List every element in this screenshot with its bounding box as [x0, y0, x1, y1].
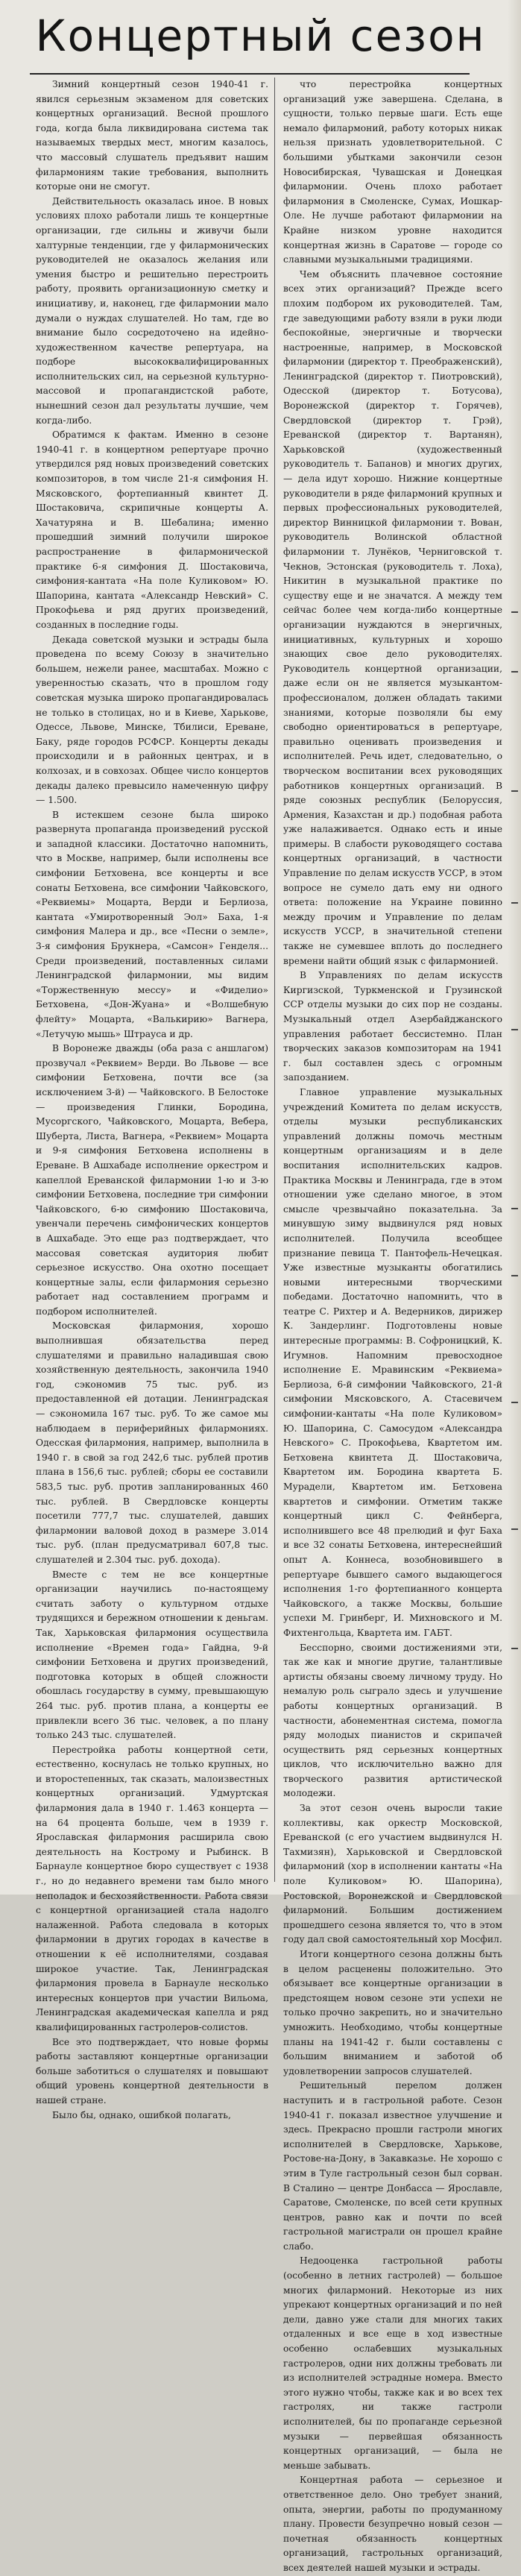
article-paragraph: Решительный перелом должен наступить и в гастрольной работе. Сезон 1940-41 г. показал известное улучшение и здесь. Прекрасно прошли гастроли многих исполнителей в Свердловске, Харькове, Ростове-на-Дону, в Закавказье. Не хорошо с этим в Туле гастрольный сезон был сорван. В Сталино — центре Донбасса — Ярославле, Саратове, Смоленске, по всей сети крупных центров, равно как и почти по всей гастрольной магистрали он прошел крайне слабо.: [283, 2080, 502, 2252]
article-paragraph: Все это подтверждает, что новые формы работы заставляют концертные организации больше заботиться о слушателях и повышают общий уровень концертной деятельности в нашей стране.: [36, 2036, 268, 2106]
article-paragraph: Действительность оказалась иное. В новых условиях плохо работали лишь те концертные организации, где сильны и живучи были халтурные тенденции, где у филармонических руководителей не оказалось желания или умения быстро и решительно перестроить работу, проявить организационную сметку и инициативу, и, наконец, где филармонии мало думали о нуждах слушателей. Но там, где во внимание было сосредоточено на идейно-художественном качестве репертуара, на подборе высококвалифицированных исполнительских сил, на серьезной культурно-массовой и пропагандистской работе, нынешний сезон дал результаты лучшие, чем когда-либо.: [36, 195, 268, 426]
article-paragraph: Чем объяснить плачевное состояние всех этих организаций? Прежде всего плохим подбором их руководителей. Там, где заведующими работу взяли в руки люди беспокойные, энергичные и творчески настроенные, например, в Московской филармонии (директор т. Преображенский), Ленинградской (директор т. Пиотровский), Одесской (директор т. Ботусова), Воронежской (директор т. Горячев), Свердловской (директор т. Грэй), Ереванской (директор т. Вартанян), Харьковской (художественный руководитель т. Бапанов) и многих других, — дела идут хорошо. Нижние концертные руководители в ряде филармоний крупных и первых профессиональных руководителей, директор Винницкой филармонии т. Вован, руководитель Волинской областной филармонии т. Лунёков, Черниговской т. Чекнов, Эстонская (руководитель т. Лоха), Никитин в музыкальной практике по существу еще и не значатся. А между тем сейчас более чем когда-либо концертные организации нуждаются в энергичных, инициативных, культурных и хорошо знающих свое дело руководителях. Руководитель концертной организации, даже если он не является музыкантом-профессионалом, должен обладать такими знаниями, которые позволяли бы ему свободно ориентироваться в репертуаре, правильно оценивать произведения и исполнителей. Речь идет, следовательно, о творческом воспитании всех руководящих работников концертных организаций. В ряде союзных республик (Белоруссия, Армения, Казахстан и др.) подобная работа уже налаживается. Однако есть и иные примеры. В слабости руководящего состава концертных организаций, в частности Управление по делам искусств УССР, в этом вопросе не сумело дать ему ни одного ответа: положение на Украине повинно между прочим и Управление по делам искусств УССР, в значительной степени также не сумевшее вплоть до последнего времени найти общий язык с филармонией.: [283, 268, 502, 966]
article-paragraph: Зимний концертный сезон 1940-41 г. явился серьезным экзаменом для советских концертных организаций. Весной прошлого года, когда была ликвидирована система так называемых твердых мест, многим казалось, что массовый слушатель предъявит нашим филармониям такие требования, выполнить которые они не смогут.: [36, 79, 268, 192]
article-paragraph: В Управлениях по делам искусств Киргизской, Туркменской и Грузинской ССР отделы музыки до сих пор не созданы. Музыкальный отдел Азербайджанского управления работает бессистемно. План творческих заказов композиторам на 1941 г. был составлен здесь с огромным запозданием.: [283, 970, 502, 1083]
article-paragraph: Декада советской музыки и эстрады была проведена по всему Союзу в значительно большем, нежели ранее, масштабах. Можно с уверенностью сказать, что в прошлом году советская музыка широко пропагандировалась не только в столицах, но и в Киеве, Харькове, Одессе, Львове, Минске, Тбилиси, Ереване, Баку, ряде городов РСФСР. Концерты декады происходили и в районных центрах, и в колхозах, и в совхозах. Общее число концертов декады далеко превысило намеченную цифру — 1.500.: [36, 634, 268, 806]
article-paragraph: Итоги концертного сезона должны быть в целом расценены положительно. Это обязывает все концертные организации в предстоящем новом сезоне эти успехи не только прочно закрепить, но и значительно умножить. Необходимо, чтобы концертные планы на 1941-42 г. были составлены с большим вниманием и заботой об удовлетворении запросов слушателей.: [283, 1949, 502, 2076]
article-column-right: [283, 78, 502, 2573]
article-title: Концертный сезон: [35, 10, 486, 61]
adjacent-page-edge: [508, 0, 521, 1895]
article-paragraph: Вместе с тем не все концертные организации научились по-настоящему считать заботу о культурном отдыхе трудящихся и бережном отношении к деньгам. Так, Харьковская филармония осуществила исполнение «Времен года» Гайдна, 9-й симфонии Бетховена и других произведений, подготовка которых в общей сложности обошлась государству в сумму, превышающую 264 тыс. руб. против плана, а концерты ее привлекли всего 36 тыс. человек, а по плану только 243 тыс. слушателей.: [36, 1569, 268, 1741]
article-paragraph: Обратимся к фактам. Именно в сезоне 1940-41 г. в концертном репертуаре прочно утвердился ряд новых произведений советских композиторов, в том числе 21-я симфония Н. Мясковского, фортепианный квинтет Д. Шостаковича, скрипичные концерты А. Хачатуряна и В. Шебалина; именно прошедший зимний получили широкое распространение в филармонической практике 6-я симфония Д. Шостаковича, симфония-кантата «На поле Куликовом» Ю. Шапорина, кантата «Александр Невский» С. Прокофьева и ряд других произведений, созданных в последние годы.: [36, 429, 268, 630]
article-paragraph: Московская филармония, хорошо выполнившая обязательства перед слушателями и правильно наладившая свою хозяйственную деятельность, закончила 1940 год, сэкономив 75 тыс. руб. из предоставленной ей дотации. Ленинградская — сэкономила 167 тыс. руб. То же самое мы наблюдаем в периферийных филармониях. Одесская филармония, например, выполнила в 1940 г. в свой за год 242,6 тыс. рублей против плана в 156,6 тыс. рублей; сборы ее составили 583,5 тыс. руб. против запланированных 460 тыс. рублей. В Свердловске концерты посетили 777,7 тыс. слушателей, давших филармонии валовой доход в размере 3.014 тыс. руб. (план предусматривал 607,8 тыс. слушателей и 2.304 тыс. руб. дохода).: [36, 1320, 268, 1565]
article-paragraph: что перестройка концертных организаций уже завершена. Сделана, в сущности, только первые шаги. Есть еще немало филармоний, работу которых никак нельзя признать удовлетворительной. С большими убытками закончили сезон Новосибирская, Чувашская и Донецкая филармонии. Очень плохо работает филармония в Смоленске, Сумах, Иошкар-Оле. Не лучше работают филармонии на Крайне низком уровне находится концертная жизнь в Саратове — городе со славными музыкальными традициями.: [283, 79, 502, 265]
column-divider: [274, 78, 275, 1882]
article-paragraph: В Воронеже дважды (оба раза с аншлагом) прозвучал «Реквием» Верди. Во Львове — все симфонии Бетховена, почти все (за исключением 3-й) — Чайковского. В Белостоке — произведения Глинки, Бородина, Мусоргского, Чайковского, Моцарта, Вебера, Шуберта, Листа, Вагнера, «Реквием» Моцарта и 9-я симфония Бетховена исполнены в Ереване. В Ашхабаде исполнение оркестром и капеллой Ереванской филармонии 1-ю и 3-ю симфонии Бетховена, последние три симфонии Чайковского, 6-ю симфонию Шостаковича, увенчали перечень симфонических концертов в Ашхабаде. Это еще раз подтверждает, что массовая советская аудитория любит серьезное искусство. Она охотно посещает концертные залы, если филармония серьезно работает над составлением программ и подбором исполнителей.: [36, 1043, 268, 1317]
article-column-left: [36, 78, 268, 2120]
article-paragraph: Концертная работа — серьезное и ответственное дело. Оно требует знаний, опыта, энергии, работы по продуманному плану. Провести безупречно новый сезон — почетная обязанность концертных организаций, гастрольных организаций, всех деятелей нашей музыки и эстрады.: [283, 2475, 502, 2573]
article-paragraph: Недооценка гастрольной работы (особенно в летних гастролей) — большое многих филармоний. Некоторые из них упрекают концертных организаций и по ней дели, давно уже стали для многих таких отдаленных и все еще в ход известные особенно ослабевших музыкальных гастролеров, одни них должны требовать ли из исполнителей эстрадные номера. Вместо этого нужно чтобы, также как и во всех тех гастролях, ни также гастроли исполнителей, бы по пропаганде серьезной музыки — первейшая обязанность концертных организаций, — была не меньше забывать.: [283, 2255, 502, 2471]
article-paragraph: В истекшем сезоне была широко развернута пропаганда произведений русской и западной классики. Достаточно напомнить, что в Москве, например, были исполнены все симфонии Бетховена, все концерты и все сонаты Бетховена, все симфонии Чайковского, «Реквиемы» Моцарта, Верди и Берлиоза, кантата «Умиротворенный Эол» Баха, 1-я симфония Малера и др., все «Песни о земле», 3-я симфония Брукнера, «Самсон» Генделя... Среди произведений, поставленных силами Ленинградской филармонии, мы видим «Торжественную мессу» и «Фиделио» Бетховена, «Дон-Жуана» и «Волшебную флейту» Моцарта, «Валькирию» Вагнера, «Летучую мышь» Штрауса и др.: [36, 809, 268, 1039]
title-rule: [30, 73, 470, 75]
article-paragraph: Было бы, однако, ошибкой полагать,: [52, 2109, 231, 2120]
article-paragraph: За этот сезон очень выросли такие коллективы, как оркестр Московской, Ереванской (с его участием выдвинулся Н. Тахмизян), Харьковской и Свердловской филармоний (хор в исполнении кантаты «На поле Куликовом» Ю. Шапорина), Ростовской, Воронежской и Свердловской филармоний. Большим достижением прошедшего сезона является то, что в этом году дал свой самостоятельный хор Мосфил.: [283, 1803, 502, 1945]
article-paragraph: Бесспорно, своими достижениями эти, так же как и многие другие, талантливые артисты обязаны своему личному труду. Но немалую роль сыграло здесь и улучшение работы концертных организаций. В частности, абонементная система, помогла ряду молодых пианистов и скрипачей осуществить ряд серьезных концертных циклов, что исключительно важно для творческого развития артистической молодежи.: [283, 1642, 502, 1799]
article-paragraph: Перестройка работы концертной сети, естественно, коснулась не только крупных, но и второстепенных, так сказать, малоизвестных концертных организаций. Удмуртская филармония дала в 1940 г. 1.463 концерта — на 64 процента больше, чем в 1939 г. Ярославская филармония расширила свою деятельность на Кострому и Рыбинск. В Барнауле концертное бюро существует с 1938 г., но до недавнего времени там было много неполадок и бесхозяйственности. Работа связи с концертной организацией стала надолго налаженной. Работа следовала в которых филармонии в других городах в качестве в отношении к её исполнителями, создавая широкое участие. Так, Ленинградская филармония провела в Барнауле несколько интересных концертов при участии Вильома, Ленинградская академическая капелла и ряд квалифицированных гастролеров-солистов.: [36, 1744, 268, 2032]
article-paragraph: Главное управление музыкальных учреждений Комитета по делам искусств, отделы музыки республиканских управлений должны помочь местным концертным организациям и в деле воспитания исполнительских кадров. Практика Москвы и Ленинграда, где в этом отношении уже сделано многое, в этом смысле чрезвычайно показательна. За минувшую зиму выдвинулся ряд новых исполнителей. Получила всеобщее признание певица Т. Пантофель-Нечецкая. Уже известные музыканты обогатились новыми интересными творческими победами. Достаточно напомнить, что в театре С. Рихтер и А. Ведерников, дирижер К. Зандерлинг. Подготовлены новые интересные программы: В. Софроницкий, К. Игумнов. Напомним превосходное исполнение Е. Мравинским «Реквиема» Берлиоза, 6-й симфонии Чайковского, 21-й симфонии Мясковского, А. Стасевичем симфонии-кантаты «На поле Куликовом» Ю. Шапорина, С. Самосудом «Александра Невского» С. Прокофьева, Квартетом им. Бетховена квинтета Д. Шостаковича, Квартетом им. Бородина квартета Б. Мурадели, Квартетом им. Бетховена квартетов и симфонии. Отметим также концертный цикл С. Фейнберга, исполнившего все 48 прелюдий и фуг Баха и все 32 сонаты Бетховена, интереснейший опыт А. Коннеса, возобновившего в репертуаре бывшего самого выдающегося исполнения 1-го фортепианного концерта Чайковского, а также Москвы, большие успехи М. Гринберг, И. Михновского и М. Фихтенгольца, Квартета им. ГАБТ.: [283, 1086, 502, 1638]
